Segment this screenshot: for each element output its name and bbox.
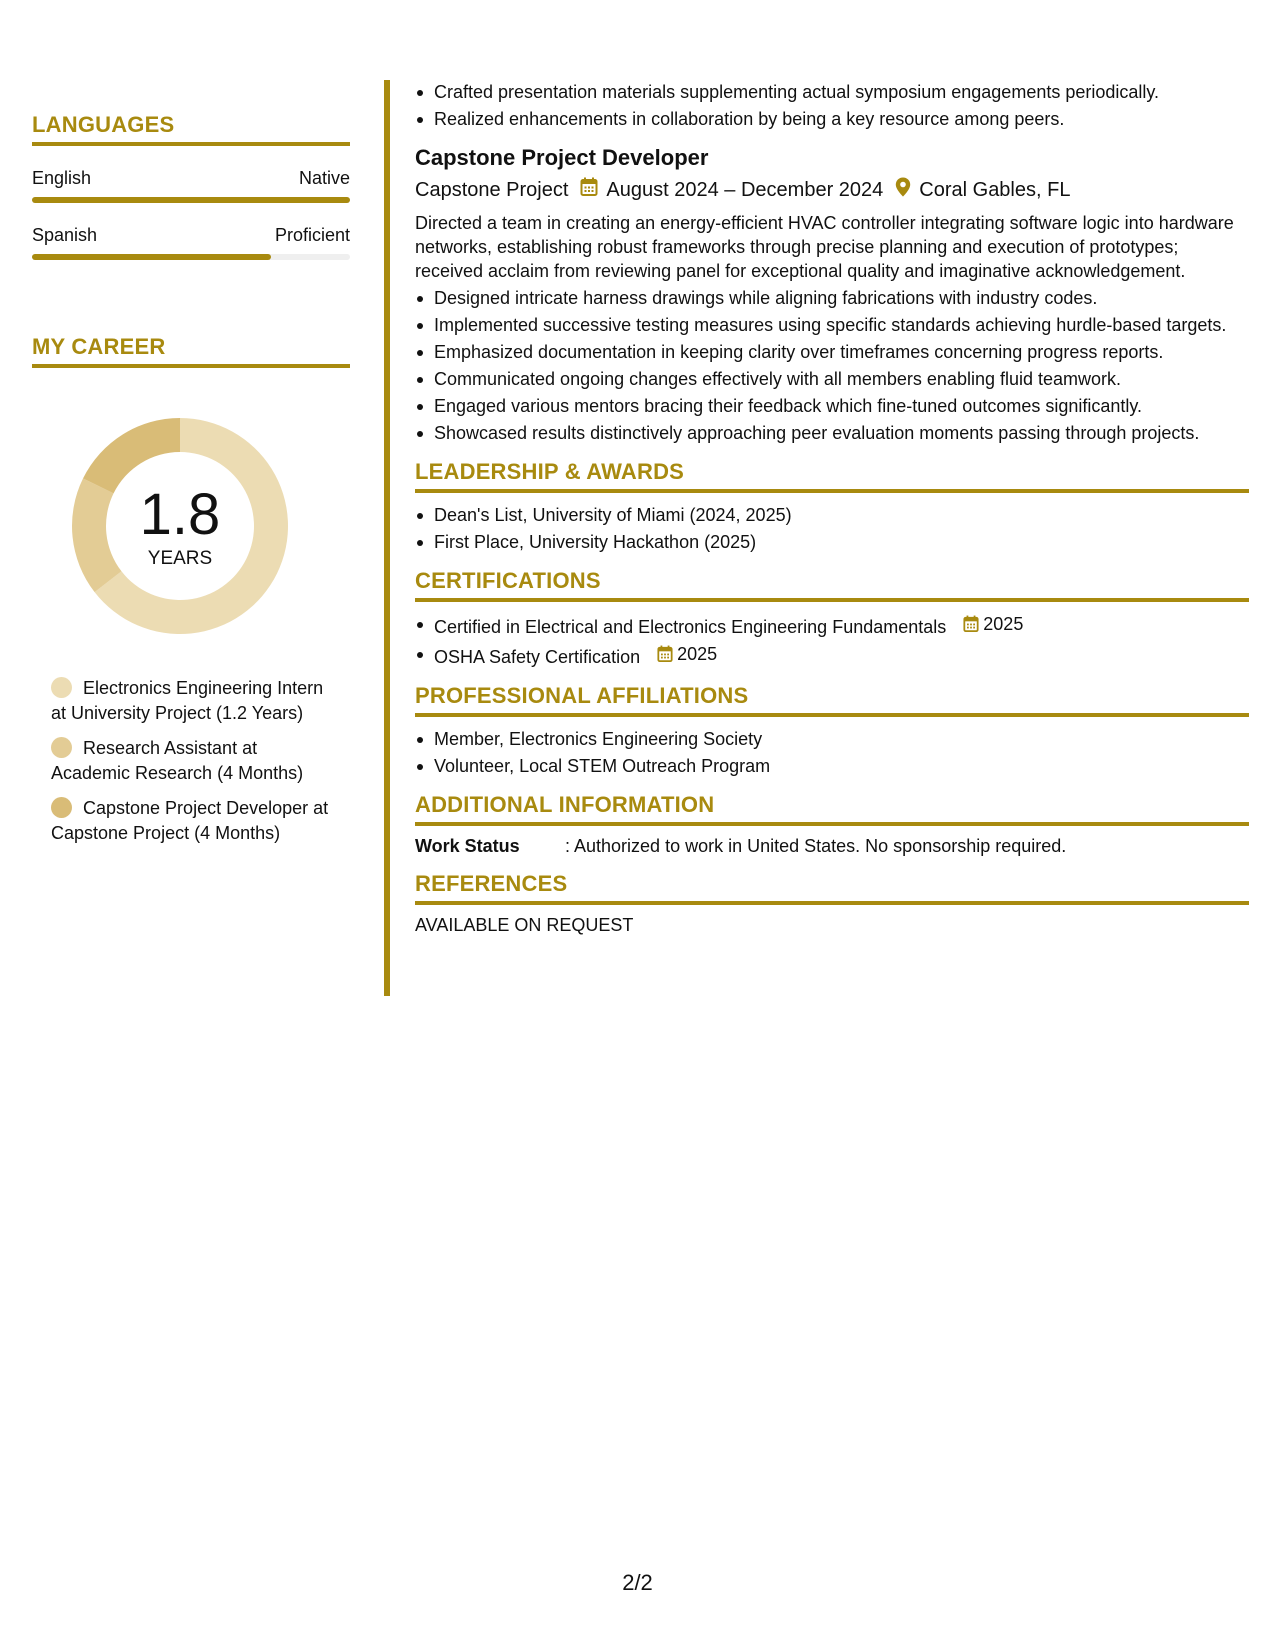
page-number: 2/2 [622, 1570, 653, 1595]
list-item: Emphasized documentation in keeping clarity over timeframes concerning progress reports. [415, 340, 1249, 364]
certification-name: Certified in Electrical and Electronics Engineering Fundamentals [434, 617, 947, 637]
leadership-title: LEADERSHIP & AWARDS [415, 459, 1249, 493]
legend-item [51, 736, 331, 786]
affiliations-title: PROFESSIONAL AFFILIATIONS [415, 683, 1249, 717]
certifications-title: CERTIFICATIONS [415, 568, 1249, 602]
column-divider [384, 80, 390, 996]
list-item [415, 612, 1249, 639]
work-status-label: Work Status [415, 836, 520, 856]
legend-item [51, 796, 331, 846]
language-proficiency-fill [32, 254, 271, 260]
job-bullets [415, 286, 1249, 445]
work-status-row [415, 836, 1249, 857]
list-item: Engaged various mentors bracing their feedback which fine-tuned outcomes significantly. [415, 394, 1249, 418]
list-item [415, 642, 1249, 669]
list-item: Volunteer, Local STEM Outreach Program [415, 754, 1249, 778]
list-item: Dean's List, University of Miami (2024, 2025) [415, 503, 1249, 527]
job-company: Capstone Project [415, 178, 569, 201]
calendar-icon [657, 645, 673, 663]
language-name: Spanish [32, 225, 98, 245]
leadership-list [415, 503, 1249, 554]
job-location: Coral Gables, FL [919, 178, 1071, 201]
language-item [32, 168, 350, 203]
legend-dot [51, 797, 72, 818]
certification-name: OSHA Safety Certification [434, 647, 641, 667]
legend-label: Electronics Engineering Intern at University Project (1.2 Years) [51, 678, 324, 723]
list-item: First Place, University Hackathon (2025) [415, 530, 1249, 554]
list-item: Implemented successive testing measures using specific standards achieving hurdle-based targets. [415, 313, 1249, 337]
legend-item [51, 676, 331, 726]
right-column [415, 80, 1249, 936]
language-name: English [32, 168, 92, 188]
references-text: AVAILABLE ON REQUEST [415, 915, 634, 935]
language-level: Native [298, 168, 350, 188]
calendar-icon [580, 177, 598, 203]
language-item [32, 225, 350, 260]
list-item: Designed intricate harness drawings while aligning fabrications with industry codes. [415, 286, 1249, 310]
career-total-unit: YEARS [147, 548, 213, 569]
legend-label: Capstone Project Developer at Capstone Project (4 Months) [51, 798, 329, 843]
previous-job-bullets [415, 80, 1249, 131]
career-title: MY CAREER [32, 334, 350, 368]
work-status-value: : Authorized to work in United States. No sponsorship required. [565, 836, 1067, 856]
language-level: Proficient [274, 225, 350, 245]
map-pin-icon [895, 177, 911, 203]
additional-info-title: ADDITIONAL INFORMATION [415, 792, 1249, 826]
calendar-icon [963, 615, 979, 633]
career-section [32, 334, 350, 846]
job-dates: August 2024 – December 2024 [606, 178, 884, 201]
list-item: Showcased results distinctively approaching peer evaluation moments passing through projects. [415, 421, 1249, 445]
career-total-years: 1.8 [139, 482, 221, 547]
certification-year: 2025 [677, 644, 718, 664]
list-item: Realized enhancements in collaboration by being a key resource among peers. [415, 107, 1249, 131]
left-column [32, 112, 350, 856]
legend-dot [51, 737, 72, 758]
affiliations-list [415, 727, 1249, 778]
job-meta [415, 177, 1249, 203]
languages-title: LANGUAGES [32, 112, 350, 146]
job-title: Capstone Project Developer [415, 145, 709, 170]
legend-label: Research Assistant at Academic Research (4 Months) [51, 738, 304, 783]
legend-dot [51, 677, 72, 698]
certifications-list [415, 612, 1249, 669]
language-proficiency-fill [32, 197, 350, 203]
list-item: Member, Electronics Engineering Society [415, 727, 1249, 751]
language-proficiency-bar [32, 254, 350, 260]
job-description: Directed a team in creating an energy-efficient HVAC controller integrating software logic into hardware networks, establishing robust frameworks through precise planning and execution of prototypes; received acclaim from reviewing panel for exceptional quality and imaginative acknowledgement. [415, 213, 1234, 281]
list-item: Crafted presentation materials supplementing actual symposium engagements periodically. [415, 80, 1249, 104]
references-title: REFERENCES [415, 871, 1249, 905]
career-donut-chart [66, 412, 294, 640]
list-item: Communicated ongoing changes effectively with all members enabling fluid teamwork. [415, 367, 1249, 391]
certification-year: 2025 [983, 614, 1024, 634]
career-legend [32, 676, 350, 846]
language-proficiency-bar [32, 197, 350, 203]
